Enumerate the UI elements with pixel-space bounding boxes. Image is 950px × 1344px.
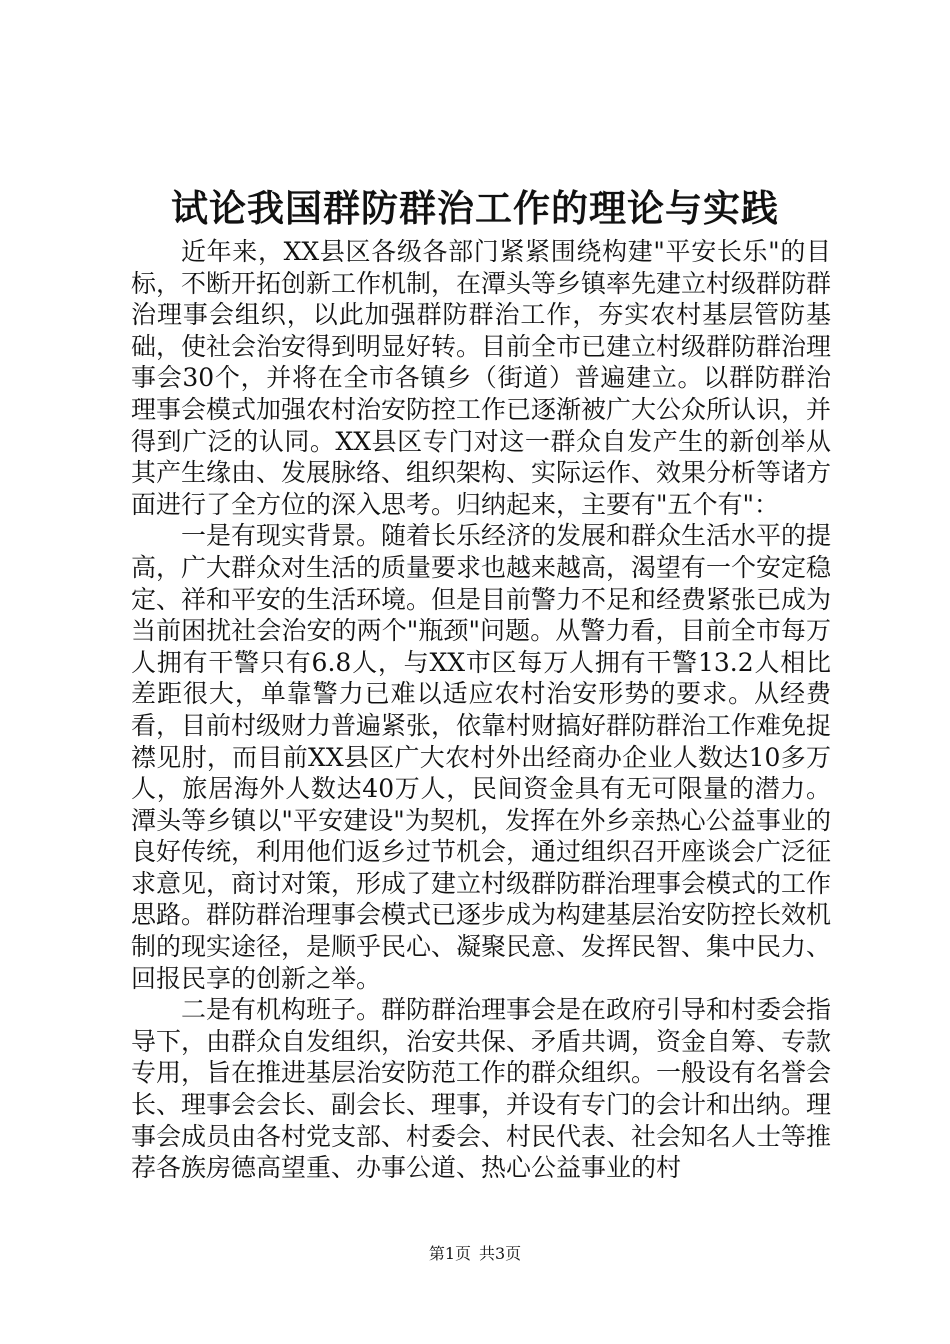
- page-number: 第1页: [428, 1244, 471, 1263]
- paragraph-organization: 二是有机构班子。群防群治理事会是在政府引导和村委会指导下，由群众自发组织，治安共保、矛盾共调，资金自筹、专款专用，旨在推进基层治安防范工作的群众组织。一般设有名誉会长、理事会会长、副会长、理事，并设有专门的会计和出纳。理事会成员由各村党支部、村委会、村民代表、社会知名人士等推荐各族房德高望重、办事公道、热心公益事业的村: [131, 995, 832, 1183]
- paragraph-background: 一是有现实背景。随着长乐经济的发展和群众生活水平的提高，广大群众对生活的质量要求也越来越高，渴望有一个安定稳定、祥和平安的生活环境。但是目前警力不足和经费紧张已成为当前困扰社会治安的两个"瓶颈"问题。从警力看，目前全市每万人拥有干警只有6.8人，与XX市区每万人拥有干警13.2人相比差距很大，单靠警力已难以适应农村治安形势的要求。从经费看，目前村级财力普遍紧张，依靠村财搞好群防群治工作难免捉襟见肘，而目前XX县区广大农村外出经商办企业人数达10多万人，旅居海外人数达40万人，民间资金具有无可限量的潜力。潭头等乡镇以"平安建设"为契机，发挥在外乡亲热心公益事业的良好传统，利用他们返乡过节机会，通过组织召开座谈会广泛征求意见，商讨对策，形成了建立村级群防群治理事会模式的工作思路。群防群治理事会模式已逐步成为构建基层治安防控长效机制的现实途径，是顺乎民心、凝聚民意、发挥民智、集中民力、回报民享的创新之举。: [131, 521, 832, 993]
- page-footer: [0, 1243, 950, 1265]
- paragraph-intro: 近年来，XX县区各级各部门紧紧围绕构建"平安长乐"的目标，不断开拓创新工作机制，在潭头等乡镇率先建立村级群防群治理事会组织，以此加强群防群治工作，夯实农村基层管防基础，使社会治安得到明显好转。目前全市已建立村级群防群治理事会30个，并将在全市各镇乡（街道）普遍建立。以群防群治理事会模式加强农村治安防控工作已逐渐被广大公众所认识，并得到广泛的认同。XX县区专门对这一群众自发产生的新创举从其产生缘由、发展脉络、组织架构、实际运作、效果分析等诸方面进行了全方位的深入思考。归纳起来，主要有"五个有"：: [131, 237, 832, 519]
- document-title: 试论我国群防群治工作的理论与实践: [171, 186, 779, 230]
- document-body: [131, 236, 831, 1184]
- page-total: 共3页: [479, 1244, 522, 1263]
